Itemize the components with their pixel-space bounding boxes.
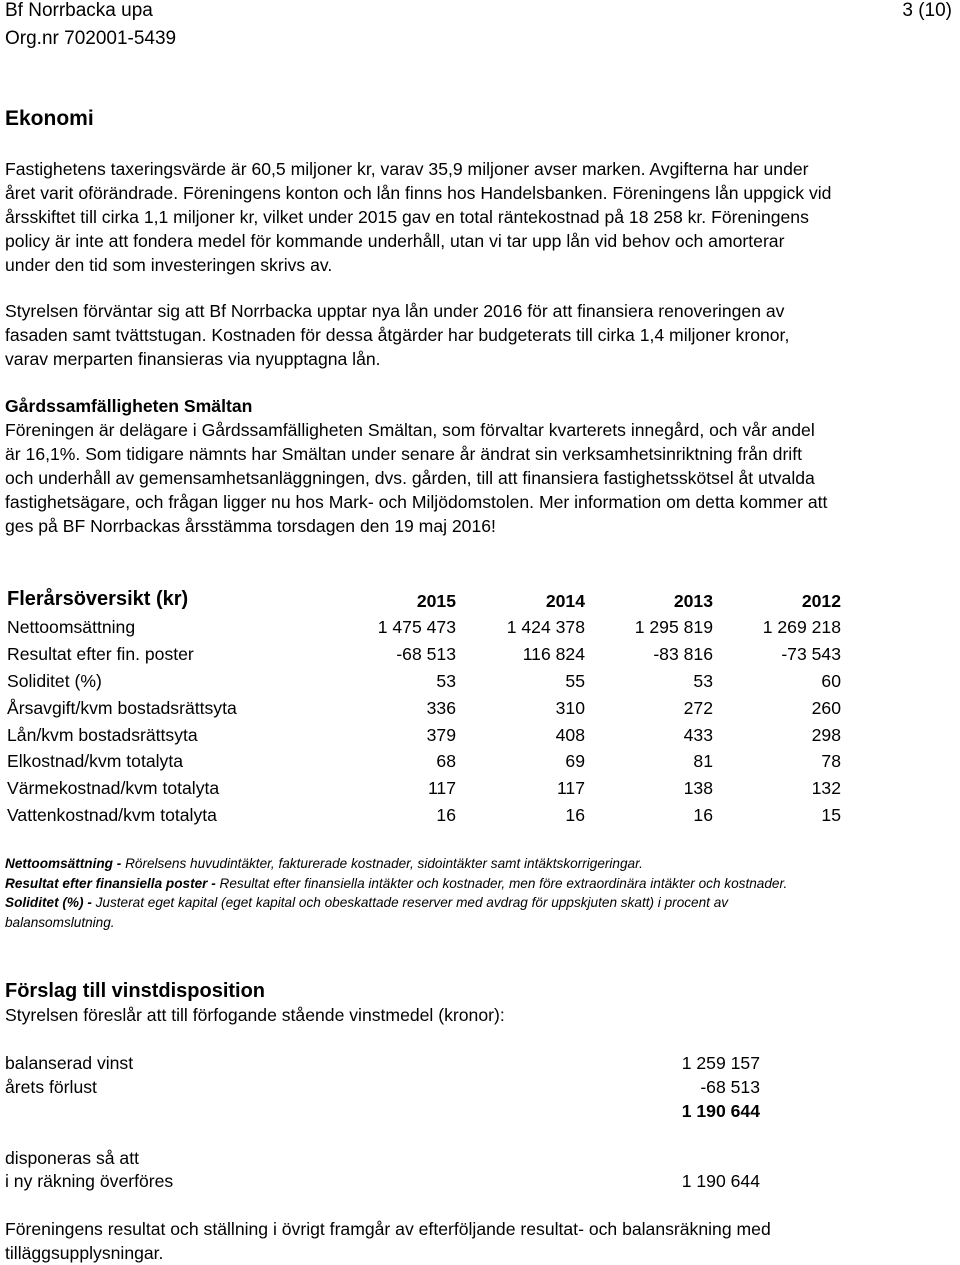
table-row <box>7 748 847 775</box>
row-label: disponeras så att <box>5 1148 139 1168</box>
row-label: Elkostnad/kvm totalyta <box>7 751 184 771</box>
table-row <box>7 614 847 641</box>
cell: 117 <box>427 778 456 798</box>
closing-paragraph <box>5 1217 955 1265</box>
text-line: Föreningens resultat och ställning i övrigt framgår av efterföljande resultat- och balansräkning med <box>5 1219 771 1239</box>
cell: 116 824 <box>522 644 585 664</box>
cell: 69 <box>565 751 585 771</box>
definition-term: Resultat efter finansiella poster - <box>5 875 220 891</box>
table-header-row <box>7 586 847 613</box>
cell: 272 <box>683 698 713 718</box>
definition-line <box>5 854 955 874</box>
text-line: tilläggsupplysningar. <box>5 1243 164 1263</box>
cell: 15 <box>821 805 841 825</box>
cell: -68 513 <box>396 644 456 664</box>
table-row <box>7 775 847 802</box>
table-row <box>7 668 847 695</box>
definition-text: balansomslutning. <box>5 914 115 930</box>
sum-value: 1 190 644 <box>681 1101 760 1121</box>
definition-term: Soliditet (%) - <box>5 895 96 910</box>
year-header: 2012 <box>801 591 841 611</box>
cell: 1 295 819 <box>634 617 713 637</box>
text-line: och underhåll av gemensamhetsanläggningen, dvs. gården, till att finansiera fastighetsskötsel åt utvalda <box>5 468 815 488</box>
cell: -83 816 <box>653 644 713 664</box>
page-number: 3 (10) <box>902 0 952 21</box>
cell: 408 <box>555 725 585 745</box>
text-line: fastighetsägare, och frågan ligger nu hos Mark- och Miljödomstolen. Mer information om detta kommer att <box>5 492 828 512</box>
vinstdisposition-intro: Styrelsen föreslår att till förfogande stående vinstmedel (kronor): <box>5 1005 505 1025</box>
year-header: 2014 <box>545 591 585 611</box>
ekonomi-paragraph-1 <box>5 157 955 277</box>
smaltan-section <box>5 394 955 538</box>
cell: 78 <box>821 751 841 771</box>
ekonomi-paragraph-2 <box>5 299 955 371</box>
balanserad-vinst-row <box>5 1051 760 1075</box>
row-value: 1 259 157 <box>681 1053 760 1073</box>
row-label: årets förlust <box>5 1077 97 1097</box>
table-row <box>7 641 847 668</box>
org-name: Bf Norrbacka upa <box>5 0 153 21</box>
definition-text: Rörelsens huvudintäkter, fakturerade kostnader, sidointäkter samt intäktskorrigeringar. <box>125 856 643 871</box>
cell: 132 <box>811 778 841 798</box>
row-label: i ny räkning överföres <box>5 1171 174 1191</box>
cell: 138 <box>683 778 713 798</box>
row-label: Nettoomsättning <box>7 617 136 637</box>
definition-line <box>5 874 955 894</box>
section-title-ekonomi: Ekonomi <box>5 107 94 130</box>
cell: 55 <box>565 671 585 691</box>
row-label: balanserad vinst <box>5 1053 134 1073</box>
definition-term: Nettoomsättning - <box>5 856 126 871</box>
definitions <box>5 854 955 932</box>
year-header: 2013 <box>673 591 713 611</box>
table-row <box>7 722 847 749</box>
row-label: Vattenkostnad/kvm totalyta <box>7 805 217 825</box>
cell: 379 <box>426 725 456 745</box>
text-line: policy är inte att fondera medel för kommande underhåll, utan vi tar upp lån vid behov och amorterar <box>5 231 785 251</box>
cell: 298 <box>811 725 841 745</box>
table-row <box>7 802 847 829</box>
cell: 1 269 218 <box>762 617 841 637</box>
row-label: Soliditet (%) <box>7 671 102 691</box>
row-label: Lån/kvm bostadsrättsyta <box>7 725 198 745</box>
text-line: varav merparten finansieras via nyupptagna lån. <box>5 349 381 369</box>
text-line: är 16,1%. Som tidigare nämnts har Smältan under senare år ändrat sin verksamhetsinriktning från drift <box>5 444 802 464</box>
text-line: under den tid som investeringen skrivs av. <box>5 255 333 275</box>
org-number: Org.nr 702001-5439 <box>5 28 177 49</box>
row-label: Årsavgift/kvm bostadsrättsyta <box>7 698 237 718</box>
cell: 433 <box>683 725 713 745</box>
cell: 60 <box>821 671 841 691</box>
cell: 16 <box>565 805 585 825</box>
cell: 260 <box>811 698 841 718</box>
row-label: Värmekostnad/kvm totalyta <box>7 778 220 798</box>
text-line: året varit oförändrade. Föreningens konton och lån finns hos Handelsbanken. Föreningens lån uppgick vid <box>5 183 832 203</box>
text-line: ges på BF Norrbackas årsstämma torsdagen den 19 maj 2016! <box>5 516 496 536</box>
row-value: 1 190 644 <box>681 1171 760 1191</box>
cell: 68 <box>436 751 456 771</box>
sum-row <box>5 1099 760 1123</box>
cell: 1 424 378 <box>506 617 585 637</box>
definition-text: Resultat efter finansiella intäkter och kostnader, men före extraordinära intäkter och kostnader. <box>219 875 788 891</box>
text-line: Fastighetens taxeringsvärde är 60,5 miljoner kr, varav 35,9 miljoner avser marken. Avgifterna har under <box>5 159 809 179</box>
cell: 117 <box>556 778 585 798</box>
cell: 336 <box>426 698 456 718</box>
year-header: 2015 <box>416 591 456 611</box>
definition-line <box>5 893 955 913</box>
text-line: fasaden samt tvättstugan. Kostnaden för dessa åtgärder har budgeterats till cirka 1,4 miljoner kronor, <box>5 325 790 345</box>
text-line: Styrelsen förväntar sig att Bf Norrbacka upptar nya lån under 2016 för att finansiera renoveringen av <box>5 301 785 321</box>
cell: 310 <box>555 698 585 718</box>
section-title-vinstdisposition: Förslag till vinstdisposition <box>5 980 266 1002</box>
row-value: -68 513 <box>700 1077 760 1097</box>
row-label: Resultat efter fin. poster <box>7 644 194 664</box>
cell: 81 <box>693 751 713 771</box>
section-title-smaltan: Gårdssamfälligheten Smältan <box>5 396 253 416</box>
text-line: Föreningen är delägare i Gårdssamfälligheten Smältan, som förvaltar kvarterets innegård, och vår andel <box>5 420 815 440</box>
cell: 1 475 473 <box>377 617 456 637</box>
definition-text: Justerat eget kapital (eget kapital och obeskattade reserver med avdrag för uppskjuten skatt) i procent av <box>95 895 729 910</box>
ny-rakning-row <box>5 1169 760 1193</box>
table-row <box>7 695 847 722</box>
overview-title: Flerårsöversikt (kr) <box>7 588 189 610</box>
disponeras-row <box>5 1146 760 1170</box>
cell: 53 <box>693 671 713 691</box>
text-line: årsskiftet till cirka 1,1 miljoner kr, vilket under 2015 gav en total räntekostnad på 18 258 kr. Föreningens <box>5 207 809 227</box>
definition-line <box>5 913 955 933</box>
cell: 53 <box>436 671 456 691</box>
cell: 16 <box>693 805 713 825</box>
cell: 16 <box>436 805 456 825</box>
arets-forlust-row <box>5 1075 760 1099</box>
cell: -73 543 <box>781 644 841 664</box>
